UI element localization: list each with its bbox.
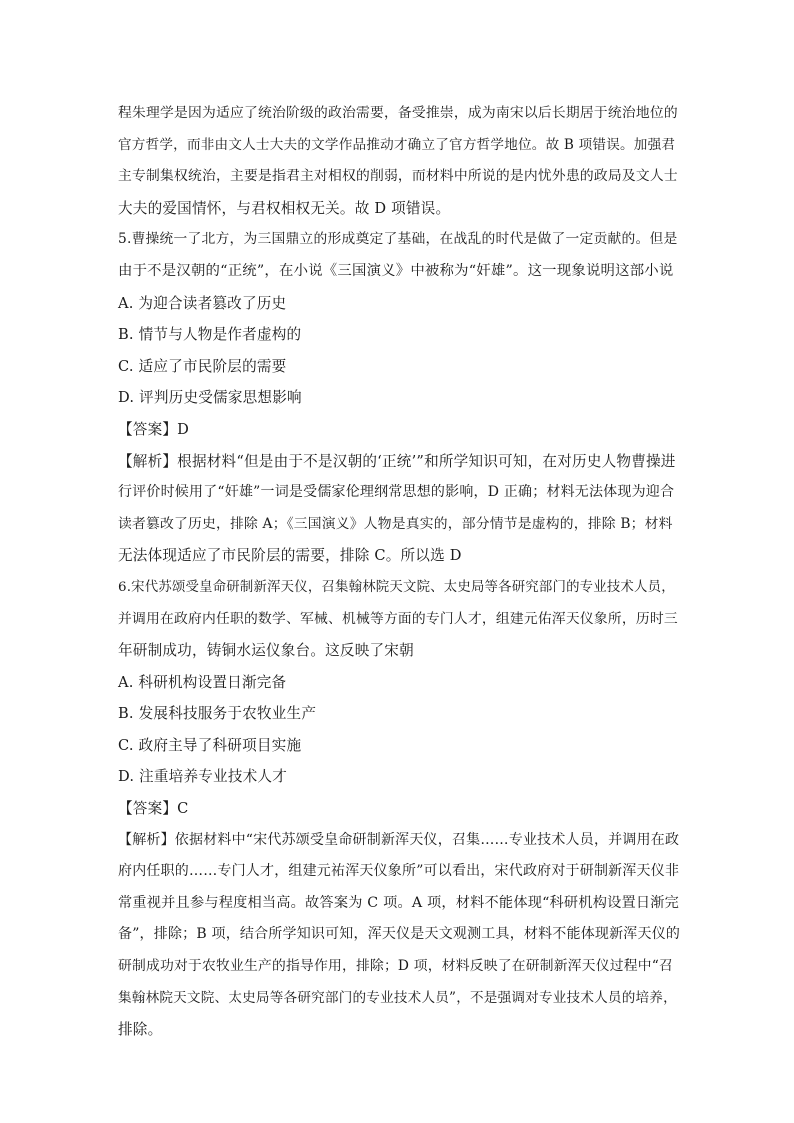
question-6-analysis: 集翰林院天文院、太史局等各研究部门的专业技术人员”，不是强调对专业技术人员的培养， xyxy=(118,989,677,1006)
question-6-stem: 6.宋代苏颂受皇命研制新浑天仪，召集翰林院天文院、太史局等各研究部门的专业技术人员， xyxy=(118,579,675,595)
question-6-option-b: B. 发展科技服务于农牧业生产 xyxy=(118,705,317,723)
question-6-analysis: 常重视并且参与程度相当高。故答案为 C 项。A 项，材料不能体现“科研机构设置日渐完 xyxy=(118,894,680,911)
question-6-analysis: 【解析】依据材料中“宋代苏颂受皇命研制新浑天仪，召集……专业技术人员，并调用在政 xyxy=(118,831,680,848)
question-5-analysis: 【解析】根据材料“但是由于不是汉朝的‘正统’”和所学知识可知，在对历史人物曹操进 xyxy=(118,452,676,470)
question-6-option-a: A. 科研机构设置日渐完备 xyxy=(118,673,287,691)
question-6-stem: 年研制成功，铸铜水运仪象台。这反映了宋朝 xyxy=(118,642,414,660)
text-line: 大夫的爱国情怀，与君权相权无关。故 D 项错误。 xyxy=(118,199,451,217)
document-page xyxy=(118,98,680,1046)
question-6-answer: 【答案】C xyxy=(118,800,189,818)
question-5-analysis: 行评价时候用了“奸雄”一词是受儒家伦理纲常思想的影响，D 正确；材料无法体现为迎合 xyxy=(118,484,675,501)
text-line: 主专制集权统治，主要是指君主对相权的削弱，而材料中所说的是内忧外患的政局及文人士 xyxy=(118,168,678,185)
question-5-stem: 5.曹操统一了北方，为三国鼎立的形成奠定了基础，在战乱的时代是做了一定贡献的。但是 xyxy=(118,231,678,248)
question-5-option-b: B. 情节与人物是作者虚构的 xyxy=(118,326,302,344)
question-6-analysis: 研制成功对于农牧业生产的指导作用，排除；D 项，材料反映了在研制新浑天仪过程中“召 xyxy=(118,958,673,975)
text-line: 官方哲学，而非由文人士大夫的文学作品推动才确立了官方哲学地位。故 B 项错误。加强君 xyxy=(118,136,676,153)
text-line: 程朱理学是因为适应了统治阶级的政治需要，备受推崇，成为南宋以后长期居于统治地位的 xyxy=(118,105,678,121)
question-5-analysis: 读者篡改了历史，排除 A；《三国演义》人物是真实的，部分情节是虚构的，排除 B；材料 xyxy=(118,515,673,532)
question-6-stem: 并调用在政府内任职的数学、军械、机械等方面的专门人才，组建元佑浑天仪象所，历时三 xyxy=(118,610,678,627)
question-6-option-d: D. 注重培养专业技术人才 xyxy=(118,768,287,786)
question-5-option-c: C. 适应了市民阶层的需要 xyxy=(118,357,287,375)
question-5-stem: 由于不是汉朝的“正统”，在小说《三国演义》中被称为“奸雄”。这一现象说明这部小说 xyxy=(118,262,674,279)
question-6-analysis: 府内任职的……专门人才，组建元祐浑天仪象所”可以看出，宋代政府对于研制新浑天仪非 xyxy=(118,863,680,880)
question-6-analysis: 备”，排除；B 项，结合所学知识可知，浑天仪是天文观测工具，材料不能体现新浑天仪的 xyxy=(118,926,681,943)
question-6-analysis: 排除。 xyxy=(118,1021,163,1039)
question-5-answer: 【答案】D xyxy=(118,420,190,438)
question-6-option-c: C. 政府主导了科研项目实施 xyxy=(118,736,302,754)
question-5-option-d: D. 评判历史受儒家思想影响 xyxy=(118,389,302,407)
question-5-option-a: A. 为迎合读者篡改了历史 xyxy=(118,294,287,312)
question-5-analysis: 无法体现适应了市民阶层的需要，排除 C。所以选 D xyxy=(118,547,462,565)
